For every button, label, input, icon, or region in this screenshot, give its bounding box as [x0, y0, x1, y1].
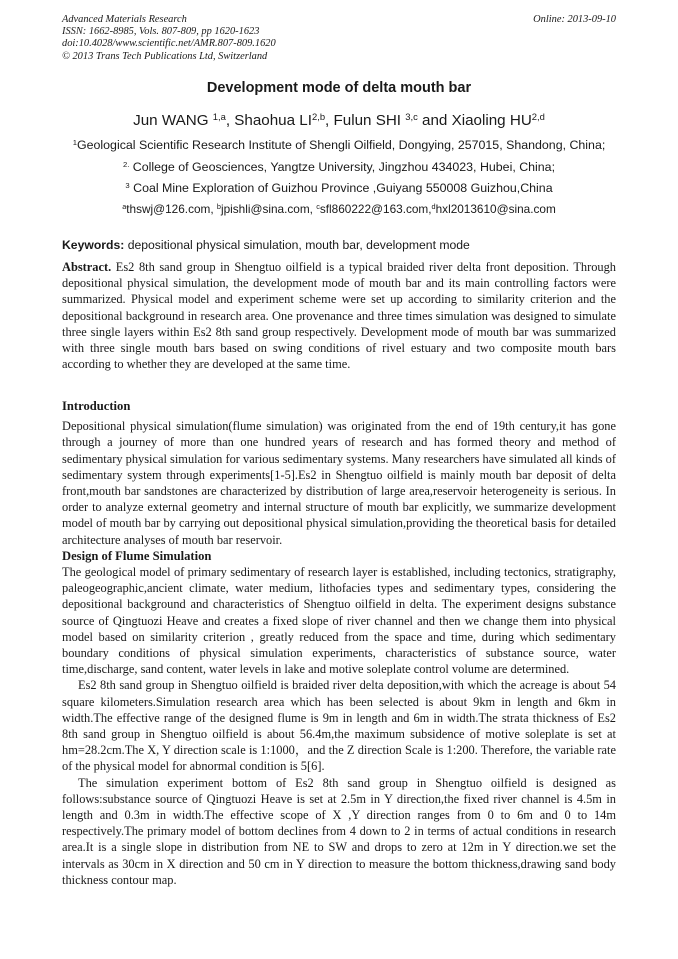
- issn-line: ISSN: 1662-8985, Vols. 807-809, pp 1620-1623: [62, 26, 260, 38]
- doi-line: doi:10.4028/www.scientific.net/AMR.807-809.1620: [62, 38, 276, 50]
- abstract-text: Es2 8th sand group in Shengtuo oilfield is a typical braided river delta front deposition. Through depositional physical simulation, the development mode of mouth bar and its main controlling factors were summarized. Physical model and experiment scheme were set up according to similarity criterion and the depositional background in research area. One provenance and three times simulation was designed to simulate three single layers within Es2 8th sand group respectively. Development mode of mouth bar was summarized with three single mouth bars based on swing conditions of rivel estuary and two composite mouth bars according to whether they are developed at the same time.: [62, 260, 616, 372]
- design-paragraph-3: The simulation experiment bottom of Es2 8th sand group in Shengtuo oilfield is designed as follows:substance source of Qingtuozi Heave is set at 2.5m in Y direction,the fixed river channel is 4.5m in length and 0.3m in width.The effective scope of X ,Y direction ranges from 0 to 6m and 0 to 14m respectively.The primary model of bottom declines from 4 down to 2 in terms of actual conditions in research area.It is a single slope in distribution from NE to SW and drops to zero at 12m in Y direction.we set the intervals as 30cm in X direction and 50 cm in Y direction to measure the bottom thickness,drawing sand body thickness contour map.: [62, 775, 616, 887]
- design-heading: Design of Flume Simulation: [62, 548, 212, 563]
- keywords-line: [62, 238, 616, 252]
- design-paragraph-1: The geological model of primary sedimentary of research layer is established, including tectonics, stratigraphy, paleogeographic,ancient climate, water medium, lithofacies types and sedimentary types, considering the depositional background and characteristics of Shengtuo oilfield in delta. The experiment designs substance source of Qingtuozi Heave and creates a fixed slope of river channel and then we change them into physical model based on similarity criterion , greatly reduced from the space and time, during which sedimentary boundary conditions of physical simulation experiments, characteristics of substance source, water time,discharge, sand content, water levels in lake and motive soleplate control volume are determined.: [62, 565, 616, 677]
- journal-name: Advanced Materials Research: [62, 14, 187, 25]
- author-emails: $^a$thswj@126.com, $^b$jpishli@sina.com, $^c$sfl860222@163.com,$^d$hxl2013610@sina.com: [122, 201, 556, 216]
- introduction-text: Depositional physical simulation(flume simulation) was originated from the end of 19th century,it has gone through a journey of more than one hundred years of research and has formed theory and method of sedimentary physical simulation for various sedimentary systems. Many researchers have simulated all kinds of sedimentary system through experiments[1-5].Es2 in Shengtuo oilfield is mainly mouth bar deposit of delta front,mouth bar sandstones are characterized by distribution of large area,reservoir heterogeneity is serious. In order to analyze external geometry and internal structure of mouth bar explicitly, we summarize development model of mouth bar by carrying out depositional physical simulation,providing the theoretical basis for detailed architecture analyses of mouth bar reservoir.: [62, 419, 616, 547]
- journal-header: [62, 14, 616, 63]
- design-paragraph-2: Es2 8th sand group in Shengtuo oilfield is braided river delta deposition,with which the acreage is about 54 square kilometers.Simulation research area which has been selected is about 9km in length and 6km in width.The effective range of the designed flume is 9m in length and 6m in width.The strata thickness of Es2 8th sand group in Shengtuo oilfield is about 56.4m,the maximum subsidence of motive soleplate is set at hm=28.2cm.The X, Y direction scale is 1:1000，and the Z direction Scale is 1:200. Therefore, the variable rate of the physical model for abnormal condition is 5[6].: [62, 678, 616, 774]
- keywords-label: Keywords:: [62, 238, 125, 252]
- author: Fulun SHI $^{3,c}$ and: [333, 110, 452, 129]
- abstract-label: Abstract.: [62, 260, 112, 274]
- author-list: [62, 112, 616, 129]
- paper-title: Development mode of delta mouth bar: [206, 80, 472, 96]
- introduction-section: [62, 398, 616, 888]
- affiliation-3: $^3$ Coal Mine Exploration of Guizhou Province ,Guiyang 550008 Guizhou,China: [125, 180, 553, 195]
- affiliation-1: $^1$Geological Scientific Research Institute of Shengli Oilfield, Dongying, 257015, Shandong, China;: [72, 137, 606, 152]
- author: Xiaoling HU$^{2,d}$: [451, 110, 545, 129]
- introduction-heading: Introduction: [62, 399, 131, 413]
- keywords-text: depositional physical simulation, mouth bar, development mode: [124, 238, 470, 252]
- abstract: [62, 259, 616, 372]
- affiliation-2: $^{2.}$ College of Geosciences, Yangtze University, Jingzhou 434023, Hubei, China;: [122, 159, 556, 174]
- author: Jun WANG $^{1,a}$,: [133, 110, 235, 129]
- online-date: Online: 2013-09-10: [533, 14, 616, 25]
- author: Shaohua LI$^{2,b}$,: [234, 110, 334, 129]
- copyright-line: © 2013 Trans Tech Publications Ltd, Switzerland: [62, 50, 268, 62]
